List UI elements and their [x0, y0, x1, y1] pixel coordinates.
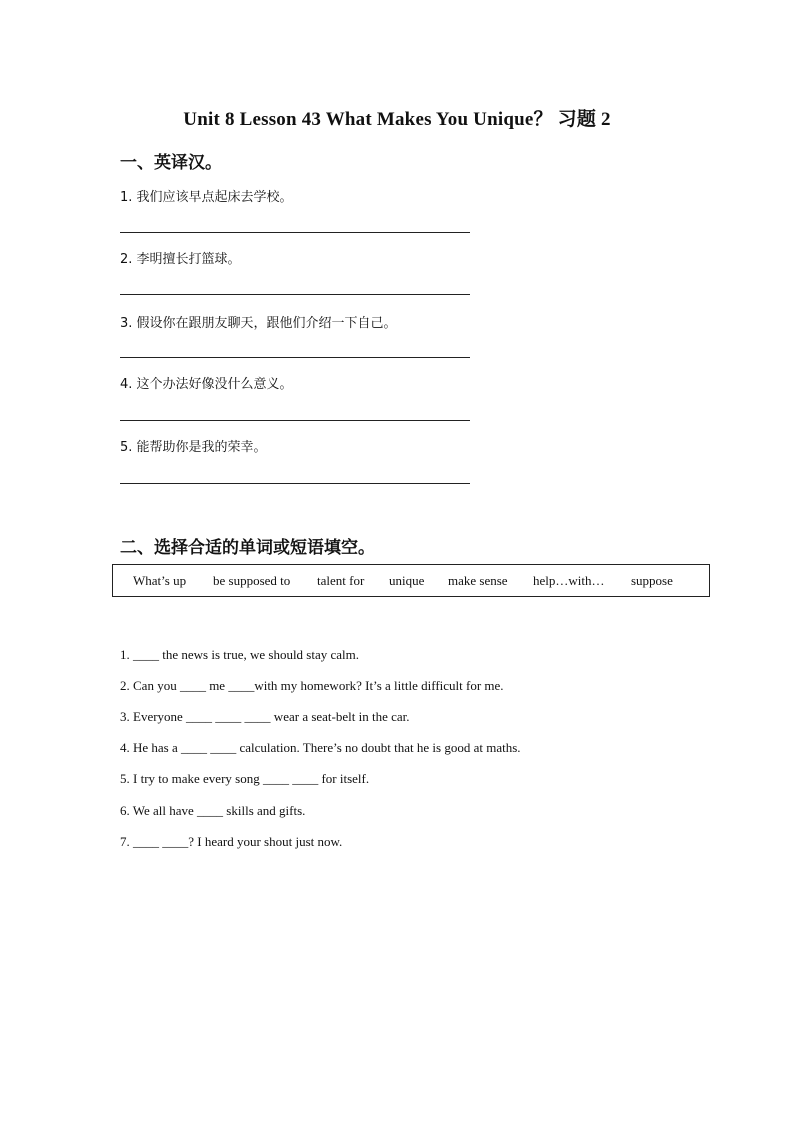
- word-bank-item: be supposed to: [213, 573, 291, 588]
- fill-blank-question: 3. Everyone ____ ____ ____ wear a seat-belt in the car.: [120, 709, 410, 724]
- word-bank-box: [112, 564, 710, 597]
- fill-blank-question: 5. I try to make every song ____ ____ for itself.: [120, 771, 370, 786]
- fill-blank-question: 2. Can you ____ me ____with my homework? It’s a little difficult for me.: [120, 678, 504, 693]
- section2-heading: 二、选择合适的单词或短语填空。: [120, 538, 375, 558]
- translation-question: 2. 李明擅长打篮球。: [120, 252, 241, 267]
- page-title: Unit 8 Lesson 43 What Makes You Unique？ 习题 2: [183, 109, 611, 130]
- fill-blank-question: 7. ____ ____? I heard your shout just now.: [120, 834, 343, 849]
- fill-blank-question: 4. He has a ____ ____ calculation. There’s no doubt that he is good at maths.: [120, 740, 521, 755]
- answer-line[interactable]: [120, 232, 470, 233]
- translation-question: 1. 我们应该早点起床去学校。: [120, 190, 293, 205]
- section1-heading: 一、英译汉。: [120, 153, 222, 173]
- word-bank-item: make sense: [448, 573, 508, 588]
- translation-question: 5. 能帮助你是我的荣幸。: [120, 440, 267, 455]
- answer-line[interactable]: [120, 294, 470, 295]
- word-bank-item: suppose: [631, 573, 673, 588]
- word-bank-item: What’s up: [133, 573, 187, 588]
- fill-blank-question: 1. ____ the news is true, we should stay calm.: [120, 647, 360, 662]
- translation-question: 3. 假设你在跟朋友聊天，跟他们介绍一下自己。: [120, 316, 397, 331]
- answer-line[interactable]: [120, 420, 470, 421]
- word-bank-item: unique: [389, 573, 425, 588]
- answer-line[interactable]: [120, 357, 470, 358]
- fill-blank-question: 6. We all have ____ skills and gifts.: [120, 803, 306, 818]
- translation-question: 4. 这个办法好像没什么意义。: [120, 377, 293, 392]
- word-bank-item: help…with…: [533, 573, 605, 588]
- answer-line[interactable]: [120, 483, 470, 484]
- word-bank-item: talent for: [317, 573, 365, 588]
